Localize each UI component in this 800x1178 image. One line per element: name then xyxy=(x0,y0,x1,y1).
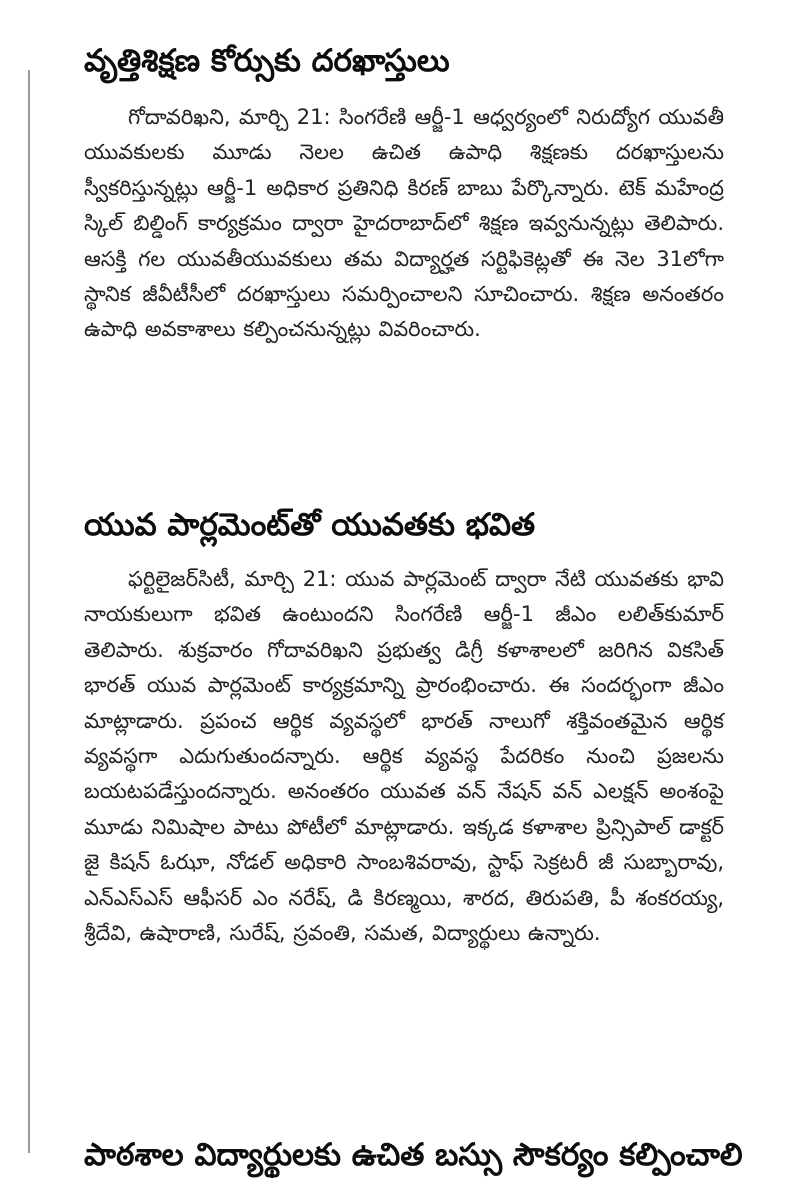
headline-youth-parliament: యువ పార్లమెంట్‌తో యువతకు భవిత xyxy=(84,507,536,543)
body-vocational-training: గోదావరిఖని, మార్చి 21: సింగరేణి ఆర్జీ-1 ఆధ్వర్యంలో నిరుద్యోగ యువతీ యువకులకు మూడు నెలల ఉచిత ఉపాధి శిక్షణకు దరఖాస్తులను స్వీకరిస్తున్నట్లు ఆర్జీ-1 అధికార ప్రతినిధి కిరణ్ బాబు పేర్కొన్నారు. టెక్ మహేంద్ర స్కిల్ బిల్డింగ్ కార్యక్రమం ద్వారా హైదరాబాద్‌లో శిక్షణ ఇవ్వనున్నట్లు తెలిపారు. ఆసక్తి గల యువతీయువకులు తమ విద్యార్హత సర్టిఫికెట్లతో ఈ నెల 31లోగా స్థానిక జీవీటీసీలో దరఖాస్తులు సమర్పించాలని సూచించారు. శిక్షణ అనంతరం ఉపాధి అవకాశాలు కల్పించనున్నట్లు వివరించారు. xyxy=(84,105,724,342)
headline-vocational-training: వృత్తిశిక్షణ కోర్సుకు దరఖాస్తులు xyxy=(84,43,450,79)
headline-next-article-cut: పాఠశాల విద్యార్థులకు ఉచిత బస్సు సౌకర్యం కల్పించాలి xyxy=(84,1137,743,1173)
body-youth-parliament: ఫర్టిలైజర్‌సిటీ, మార్చి 21: యువ పార్లమెంట్ ద్వారా నేటి యువతకు భావి నాయకులుగా భవిత ఉంటుందని సింగరేణి ఆర్జీ-1 జీఎం లలిత్‌కుమార్ తెలిపారు. శుక్రవారం గోదావరిఖని ప్రభుత్వ డిగ్రీ కళాశాలలో జరిగిన వికసిత్ భారత్ యువ పార్లమెంట్ కార్యక్రమాన్ని ప్రారంభించారు. ఈ సందర్భంగా జీఎం మాట్లాడారు. ప్రపంచ ఆర్థిక వ్యవస్థలో భారత్ నాలుగో శక్తివంతమైన ఆర్థిక వ్యవస్థగా ఎదుగుతుందన్నారు. ఆర్థిక వ్యవస్థ పేదరికం నుంచి ప్రజలను బయటపడేస్తుందన్నారు. అనంతరం యువత వన్ నేషన్ వన్ ఎలక్షన్ అంశంపై మూడు నిమిషాల పాటు పోటీలో మాట్లాడారు. ఇక్కడ కళాశాల ప్రిన్సిపాల్ డాక్టర్ జై కిషన్ ఓఝా, నోడల్ అధికారి సాంబశివరావు, స్టాఫ్ సెక్రటరీ జీ సుబ్బారావు, ఎన్ఎస్ఎస్ ఆఫీసర్ ఎం నరేష్, డి కిరణ్మయి, శారద, తిరుపతి, పీ శంకరయ్య, శ్రీదేవి, ఉషారాణి, సురేష్, స్రవంతి, సమత, విద్యార్థులు ఉన్నారు. xyxy=(84,567,724,946)
article-youth-parliament xyxy=(84,502,724,951)
article-vocational-training xyxy=(84,38,724,348)
column-rule xyxy=(28,70,30,1153)
